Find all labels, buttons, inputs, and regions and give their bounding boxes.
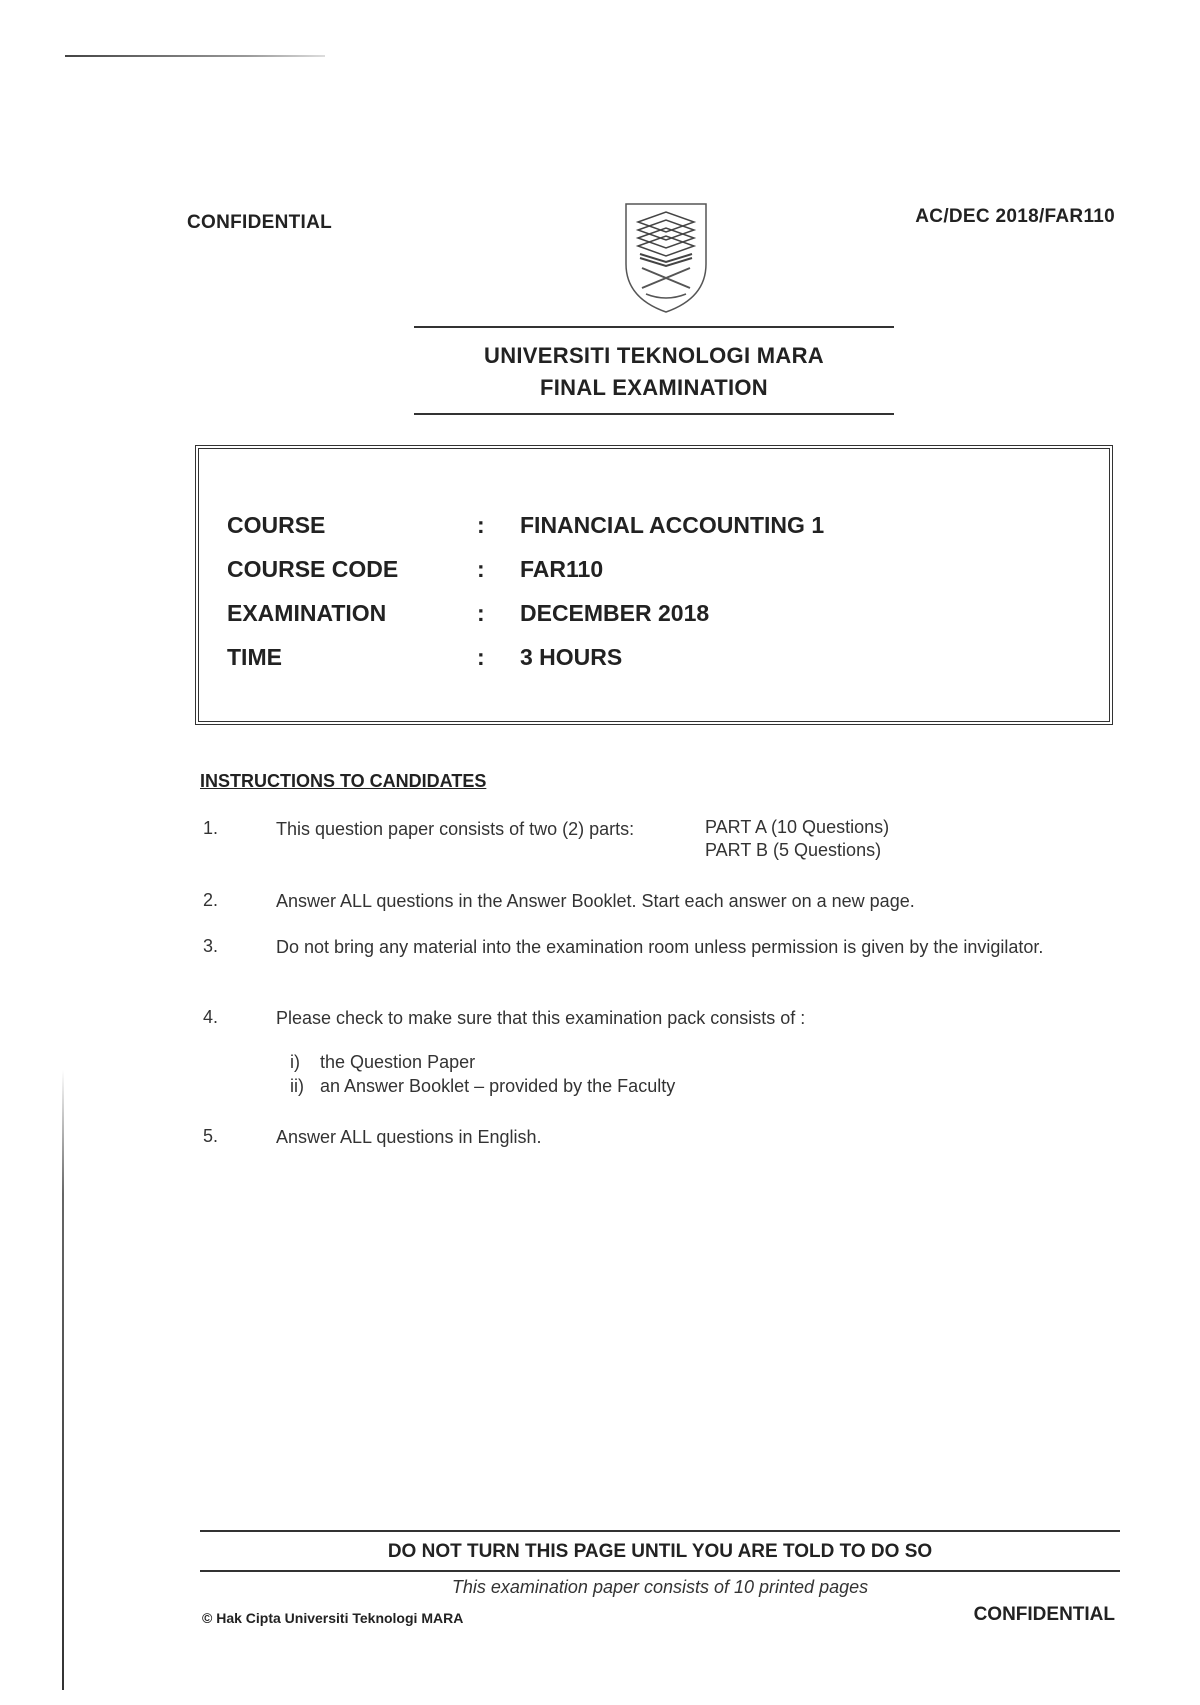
scan-artifact-line [62, 1070, 64, 1690]
footer-confidential: CONFIDENTIAL [973, 1604, 1115, 1625]
colon: : [477, 644, 485, 670]
do-not-turn-warning: DO NOT TURN THIS PAGE UNTIL YOU ARE TOLD TO DO SO [387, 1541, 933, 1562]
course-info-box [195, 445, 1113, 725]
examination-label: EXAMINATION [227, 600, 387, 626]
course-code-label: COURSE CODE [227, 556, 399, 582]
pack-subitem [290, 1074, 675, 1098]
footer-rule-top [200, 1530, 1120, 1532]
exam-parts-list [705, 816, 889, 862]
course-value: FINANCIAL ACCOUNTING 1 [520, 512, 825, 538]
part-a: PART A (10 Questions) [705, 817, 890, 837]
exam-type: FINAL EXAMINATION [540, 375, 768, 400]
title-rule-bottom [414, 413, 894, 415]
item-text: Do not bring any material into the examination room unless permission is given by the invigilator. [276, 937, 1044, 957]
course-code-value: FAR110 [520, 556, 604, 582]
colon: : [477, 512, 485, 538]
item-number: 5. [203, 1126, 219, 1146]
instructions-heading: INSTRUCTIONS TO CANDIDATES [200, 771, 487, 791]
subitem-text: the Question Paper [320, 1052, 476, 1072]
copyright-notice: © Hak Cipta Universiti Teknologi MARA [202, 1610, 464, 1626]
time-value: 3 HOURS [520, 644, 623, 670]
item-text: Answer ALL questions in the Answer Booklet. Start each answer on a new page. [276, 891, 915, 911]
header-confidential: CONFIDENTIAL [187, 212, 333, 233]
item-number: 2. [203, 890, 219, 910]
header-paper-code: AC/DEC 2018/FAR110 [915, 206, 1115, 227]
item-text: This question paper consists of two (2) parts: [276, 819, 635, 839]
part-b: PART B (5 Questions) [705, 840, 882, 860]
item-number: 1. [203, 818, 219, 838]
item-number: 3. [203, 936, 219, 956]
item-number: 4. [203, 1007, 219, 1027]
title-rule-top [414, 326, 894, 328]
time-label: TIME [227, 644, 282, 670]
subitem-number: i) [290, 1052, 300, 1072]
item-text: Answer ALL questions in English. [276, 1127, 542, 1147]
subitem-text: an Answer Booklet – provided by the Faculty [320, 1076, 676, 1096]
pack-subitem [290, 1050, 475, 1074]
subitem-number: ii) [290, 1076, 304, 1096]
colon: : [477, 556, 485, 582]
colon: : [477, 600, 485, 626]
footer-rule-bottom [200, 1570, 1120, 1572]
item-text: Please check to make sure that this examination pack consists of : [276, 1008, 806, 1028]
scan-artifact-line [65, 55, 325, 57]
examination-value: DECEMBER 2018 [520, 600, 710, 626]
course-label: COURSE [227, 512, 326, 538]
page-count-note: This examination paper consists of 10 printed pages [451, 1577, 869, 1597]
university-name: UNIVERSITI TEKNOLOGI MARA [484, 343, 824, 368]
university-crest-icon [620, 202, 712, 314]
